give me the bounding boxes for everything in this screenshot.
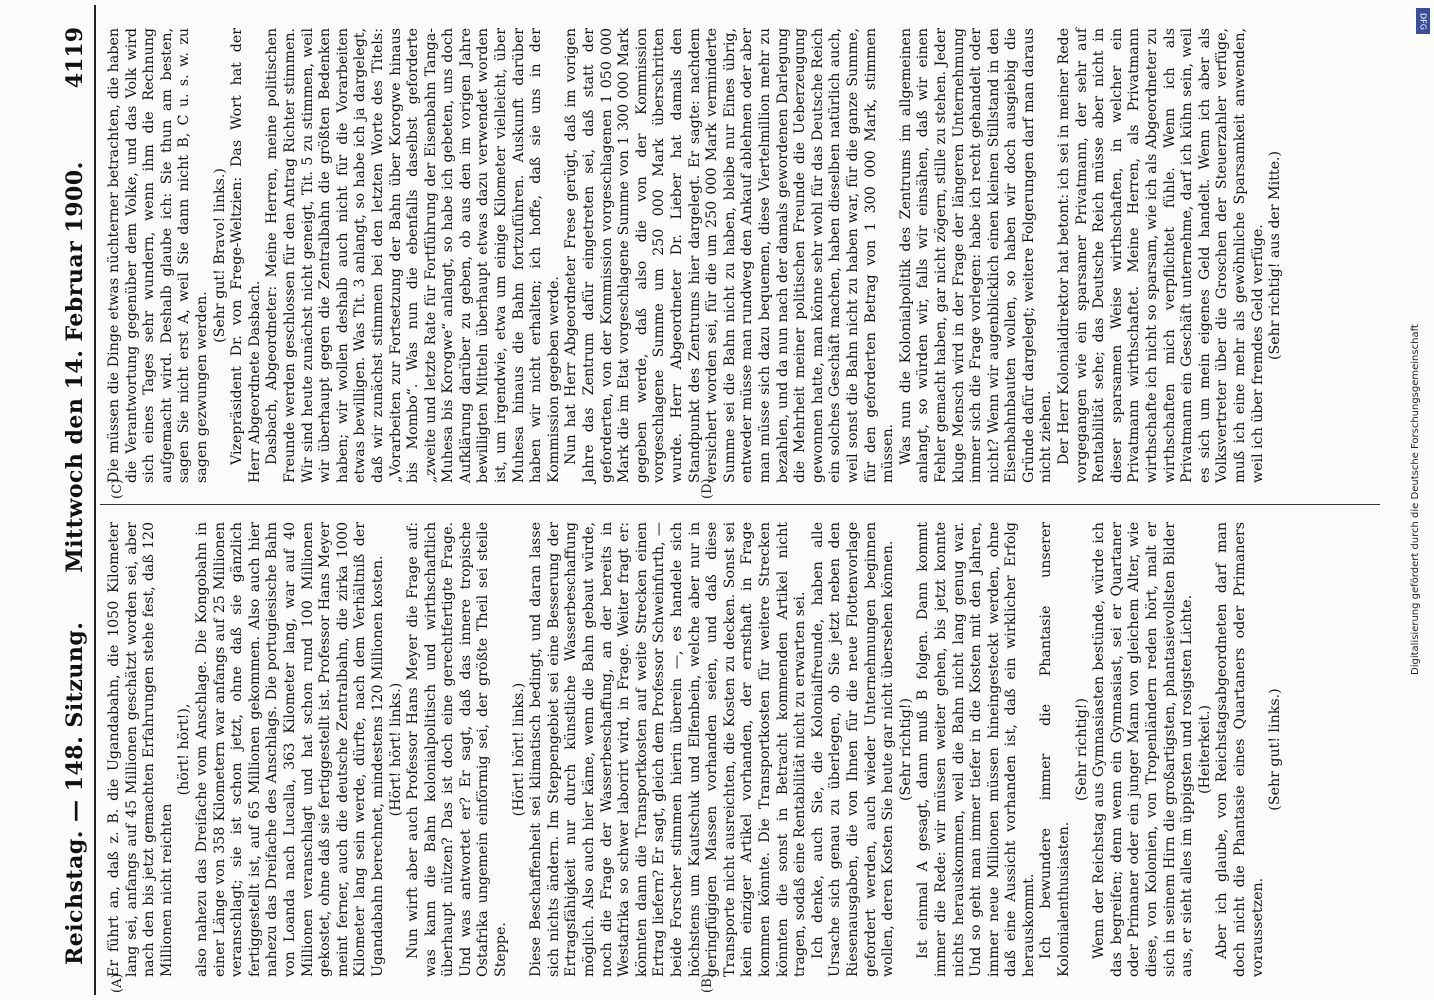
header-left-text: Reichstag. — 148. Sitzung. <box>62 621 88 965</box>
interjection: (Hört! hört! links.) <box>510 682 527 817</box>
paragraph: Vizepräsident Dr. von Frege-Weltzien: Das Wort hat der Herr Abgeordnete Dasbach. <box>229 28 263 483</box>
interjection: (Sehr gut! links.) <box>1267 688 1284 811</box>
page-number: 4119 <box>62 27 88 89</box>
margin-marker-d: (D) <box>700 478 715 499</box>
margin-marker-b: (B) <box>700 973 715 993</box>
page-header <box>58 5 98 995</box>
left-column <box>106 522 1366 977</box>
interjection: (Sehr gut! Bravo! links.) <box>211 168 228 343</box>
margin-marker-a: (A) <box>110 973 125 993</box>
paragraph: Die müssen die Dinge etwas nüchterner betrachten, die haben die Verantwortung gegenüber dem Volke, und das Volk wird sich eines Tages sehr wundern, wenn ihm die Rechnung aufgemacht wird. Deshalb glaube ich: Sie thun am besten, sagen Sie nicht erst A, weil Sie dann nicht B, C u. s. w. zu sagen gezwungen werden. <box>106 28 210 483</box>
paragraph: Er führt an, daß z. B. die Ugandabahn, die 1050 Kilometer lang sei, anfangs auf 45 Millionen geschätzt worden sei, aber nach den bis jetzt gemachten Erfahrungen stehe fest, daß 120 Millionen nicht reichten <box>106 522 175 977</box>
header-session <box>62 161 88 965</box>
interjection: (Sehr richtig!) <box>1073 697 1090 802</box>
paragraph: Ich denke, auch Sie, die Kolonialfreunde, haben alle Ursache sich genau zu überlegen, ob Sie jetzt neben den Riesenausgaben, die von Ihnen für die neue Flottenvorlage gefordert werden, auch wieder Unternehmungen beginnen wollen, deren Kosten Sie heute gar nicht übersehen können. <box>809 522 897 977</box>
paragraph: Nun hat Herr Abgeordneter Frese gerügt, daß im vorigen Jahre das Zentrum dafür eingetreten sei, daß statt der geforderten, von der Kommission vorgeschlagenen 1 050 000 Mark die im Etat vorgeschlagene Summe von 1 300 000 Mark gegeben werde, daß also die von der Kommission vorgeschlagene Summe um 250 000 Mark überschritten wurde. Herr Abgeordneter Dr. Lieber hat damals den Standpunkt des Zentrums hier dargelegt. Er sagte: nachdem versichert worden sei, für die um 250 000 Mark verminderte Summe sei die Bahn nicht zu haben, bleibe nur Eines übrig, entweder müsse man rundweg den Ankauf ablehnen oder aber man müsse sich dazu bequemen, diese Viertelmillion mehr zu bezahlen, und da nun nach der damals gewordenen Darlegung die Mehrheit meiner politischen Freunde die Ueberzeugung gewonnen hatte, man könne sehr wohl für das Deutsche Reich ein solches Geschäft machen, haben dieselben natürlich auch, weil sonst die Bahn nicht zu haben war, für die ganze Summe, für den geforderten Betrag von 1 300 000 Mark, stimmen müssen. <box>563 28 897 483</box>
interjection: (Sehr richtig!) <box>897 697 914 802</box>
interjection: (Sehr richtig! aus der Mitte.) <box>1267 150 1284 361</box>
right-column <box>106 28 1366 483</box>
paragraph: Dasbach, Abgeordneter: Meine Herren, meine politischen Freunde werden geschlossen für den Antrag Richter stimmen. Wir sind heute zunächst nicht geneigt, Tit. 5 zu stimmen, weil wir überhaupt gegen die Zentralbahn die größten Bedenken haben; wir wollen deshalb auch nicht für die Vorarbeiten etwas bewilligen. Was Tit. 3 anlangt, so habe ich ja dargelegt, daß wir zunächst stimmen bei den letzten Worte des Titels: „Vorarbeiten zur Fortsetzung der Bahn über Korogwe hinaus bis Mombo“. Was nun die ebenfalls daselbst geforderte „zweite und letzte Rate für Fortführung der Eisenbahn Tanga-Muhesa bis Korogwe“ anlangt, so habe ich gebeten, uns doch Aufklärung darüber zu geben, ob aus den im vorigen Jahre bewilligten Mitteln überhaupt etwas dazu verwendet worden ist, um irgendwie, etwa um einige Kilometer vielleicht, über Muhesa hinaus die Bahn fortzuführen. Auskunft darüber haben wir nicht erhalten; ich hoffe, daß sie uns in der Kommission gegeben werde. <box>264 28 562 483</box>
paragraph: Ich bewundere immer die Phantasie unserer Kolonialenthusiasten. <box>1038 522 1073 977</box>
interjection: (Hört! hört! links.) <box>387 682 404 817</box>
paragraph: Wenn der Reichstag aus Gymnasiasten bestünde, würde ich das begreifen; denn wenn ein Gymnasiast, sei er Quartaner oder Primaner oder ein junger Mann von gleichem Alter, wie diese, von Kolonien, von Tropenländern reden hört, malt er sich in seinem Hirn die großartigsten, phantasievollsten Bilder aus, er sieht alles im üppigsten und rosigsten Lichte. <box>1091 522 1196 977</box>
header-rule <box>94 5 96 995</box>
paragraph: Ist einmal A gesagt, dann muß B folgen. Dann kommt immer die Rede: wir müssen weiter gehen, bis jetzt konnte nichts herauskommen, weil die Bahn nicht lang genug war. Und so geht man immer tiefer in die Kosten mit den Jahren, immer neue Millionen müssen hineingesteckt werden, ohne daß eine Aussicht vorhanden ist, daß ein wirklicher Erfolg herauskommt. <box>915 522 1037 977</box>
paragraph: also nahezu das Dreifache vom Anschlage. Die Kongobahn in einer Länge von 358 Kilometern war anfangs auf 25 Millionen veranschlagt; sie ist schon jetzt, ohne daß sie gänzlich fertiggestellt ist, auf 65 Millionen gekommen. Also auch hier nahezu das Dreifache des Anschlags. Die portugiesische Bahn von Loanda nach Lucalla, 363 Kilometer lang, war auf 40 Millionen veranschlagt und hat schon rund 100 Millionen gekostet, ohne daß sie fertiggestellt ist. Professor Hans Meyer meint ferner, auch die deutsche Zentralbahn, die zirka 1000 Kilometer lang sein werde, dürfte, nach dem Verhältniß der Ugandabahn berechnet, mindestens 120 Millionen kosten. <box>193 522 386 977</box>
paragraph: Diese Beschaffenheit sei klimatisch bedingt, und daran lasse sich nichts ändern. Im Steppengebiet sei eine Besserung der Ertragsfähigkeit nur durch künstliche Wasserbeschaffung möglich. Also auch hier käme, wenn die Bahn gebaut würde, noch die Frage der Wasserbeschaffung, an der bereits in Westafrika so schwer laborirt wird, in Frage. Weiter fragt er: könnten dann die Transportkosten auf weite Strecken einen Ertrag liefern? Er sagt, gleich dem Professor Schweinfurth, — beide Forscher stimmen hierin überein —, es handele sich höchstens um Kautschuk und Elfenbein, welche aber nur in geringfügigen Massen vorhanden seien, und daß diese Transporte nicht ausreichten, die Kosten zu decken. Sonst sei kein einziger Artikel vorhanden, der ernsthaft in Frage kommen könnte. Die Transportkosten für weitere Strecken könnten die sonst in Betracht kommenden Artikel nicht tragen, sodaß eine Rentabilität nicht zu erwarten sei. <box>528 522 809 977</box>
paragraph: Was nun die Kolonialpolitik des Zentrums im allgemeinen anlangt, so würden wir, falls wir einsähen, daß wir einen Fehler gemacht haben, gar nicht zögern, stille zu stehen. Jeder kluge Mensch wird in der Frage der längeren Unternehmung immer sich die Frage vorlegen: habe ich recht gehandelt oder nicht? Wenn wir augenblicklich einen kleinen Stillstand in den Eisenbahnbauten wollen, so haben wir doch ausgiebig die Gründe dafür dargelegt; weitere Folgerungen darf man daraus nicht ziehen. <box>897 27 1055 483</box>
paragraph: Nun wirft aber auch Professor Hans Meyer die Frage auf: was kann die Bahn kolonialpolitisch und wirthschaftlich überhaupt nützen? Das ist doch eine gerechtfertigte Frage. Und was antwortet er? Er sagt, daß das innere tropische Ostafrika ungemein einförmig sei, der größte Theil sei steile Steppe. <box>405 522 510 977</box>
digitization-note: Digitalisierung gefördert durch die Deutsche Forschungsgemeinschaft <box>1410 324 1421 676</box>
newspaper-page <box>50 5 1380 995</box>
header-date: Mittwoch den 14. Februar 1900. <box>62 161 88 573</box>
interjection: (Heiterkeit.) <box>1196 705 1213 794</box>
dfg-logo: DFG <box>1416 8 1430 34</box>
margin-marker-c: (C) <box>110 478 125 499</box>
paragraph: Aber ich glaube, von Reichstagsabgeordneten darf man doch nicht die Phantasie eines Quartaners oder Primaners voraussetzen. <box>1214 522 1266 977</box>
paragraph: Der Herr Kolonialdirektor hat betont: ich sei in meiner Rede vorgegangen wie ein sparsamer Privatmann, der sehr auf Rentabilität sehe; das Deutsche Reich müsse aber nicht in dieser sparsamen Weise wirthschaften, in welcher ein Privatmann wirthschaftet. Meine Herren, als Privatmann wirthschafte ich nicht so sparsam, wie ich als Abgeordneter zu wirthschaften mich verpflichtet fühle. Wenn ich als Privatmann ein Geschäft unternehme, darf ich kühn sein, weil es sich um mein eigenes Geld handelt. Wenn ich aber als Volksvertreter über die Groschen der Steuerzahler verfüge, muß ich eine mehr als gewöhnliche Sparsamkeit anwenden, weil ich über fremdes Geld verfüge. <box>1056 28 1266 483</box>
column-divider <box>100 504 1380 505</box>
interjection: (hört! hört!), <box>176 703 193 796</box>
